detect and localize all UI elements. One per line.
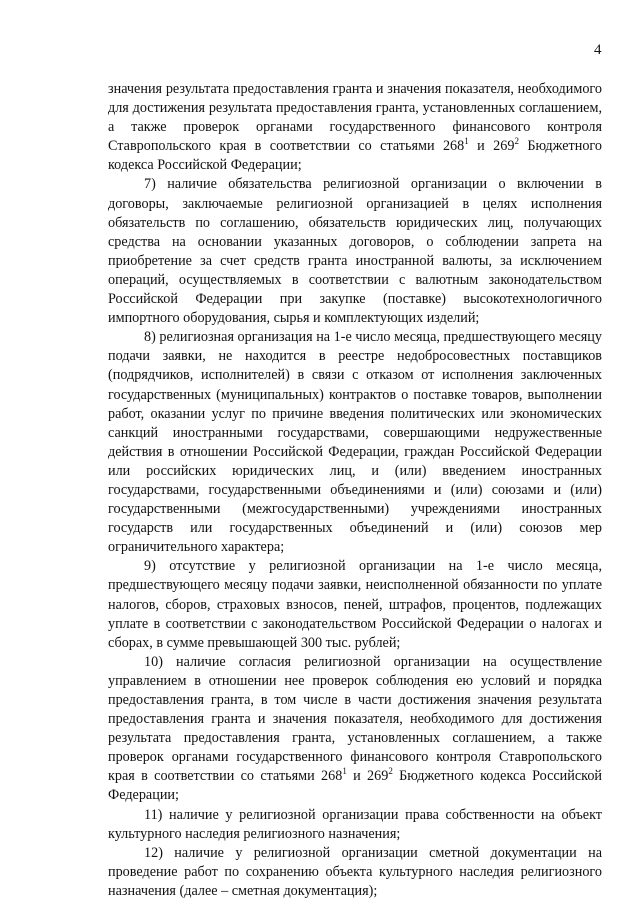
superscript: 2 — [514, 136, 519, 147]
page-number: 4 — [594, 42, 602, 58]
paragraph-item-12: 12) наличие у религиозной организации сметной документации на проведение работ по сохранению объекта культурного наследия религиозного назначения (далее – сметная документация); — [108, 844, 602, 899]
paragraph-item-7: 7) наличие обязательства религиозной организации о включении в договоры, заключаемые религиозной организацией в целях исполнения обязательств по соглашению, обязательств юридических лиц, получающих средства на основании указанных договоров, о соблюдении запрета на приобретение за счет средств гранта иностранной валюты, за исключением операций, осуществляемых в соответствии с валютным законодательством Российской Федерации при закупке (поставке) высокотехнологичного импортного оборудования, сырья и комплектующих изделий; — [108, 176, 602, 327]
superscript: 1 — [464, 136, 469, 147]
paragraph-text: значения результата предоставления гранта и значения показателя, необходимого для достижения результата предоставления гранта, установленных соглашением, а также проверок органами государственного финансового контроля Ставропольского края в соответствии со статьями 268 — [108, 81, 602, 155]
paragraph-text: Бюджетного кодекса Российской Федерации; — [108, 768, 603, 804]
paragraph-text: и 269 — [346, 768, 389, 785]
paragraph-text: Бюджетного кодекса Российской Федерации; — [108, 138, 602, 174]
paragraph-item-10 — [108, 653, 602, 806]
superscript: 2 — [388, 766, 393, 777]
superscript: 1 — [342, 766, 347, 777]
paragraph-text: и 269 — [468, 138, 515, 155]
paragraph-item-8: 8) религиозная организация на 1-е число месяца, предшествующего месяцу подачи заявки, не находится в реестре недобросовестных поставщиков (подрядчиков, исполнителей) в связи с отказом от исполнения заключенных государственных (муниципальных) контрактов о поставке товаров, выполнении работ, оказании услуг по причине введения политических или экономических санкций иностранными государствами, совершающими недружественные действия в отношении Российской Федерации, граждан Российской Федерации или российских юридических лиц, и (или) введением иностранных государствами, государственными объединениями и (или) союзами и (или) государственными (межгосударственными) учреждениями иностранных государств или государственных объединений и (или) союзов мер ограничительного характера; — [108, 329, 602, 556]
paragraph-item-9: 9) отсутствие у религиозной организации на 1-е число месяца, предшествующего месяцу подачи заявки, неисполненной обязанности по уплате налогов, сборов, страховых взносов, пеней, штрафов, процентов, подлежащих уплате в соответствии с законодательством Российской Федерации о налогах и сборах, в сумме превышающей 300 тыс. рублей; — [108, 558, 602, 651]
paragraph-text: 10) наличие согласия религиозной организации на осуществление управлением в отношении нее проверок соблюдения ею условий и порядка предоставления гранта, в том числе в части достижения значения результата предоставления гранта и значения показателя, необходимого для достижения результата предоставления гранта, установленных соглашением, а также проверок органами государственного финансового контроля Ставропольского края в соответствии со статьями 268 — [108, 653, 602, 785]
paragraph-continuation — [108, 80, 602, 175]
document-body — [108, 80, 602, 901]
paragraph-item-11: 11) наличие у религиозной организации права собственности на объект культурного наследия религиозного назначения; — [108, 806, 602, 842]
